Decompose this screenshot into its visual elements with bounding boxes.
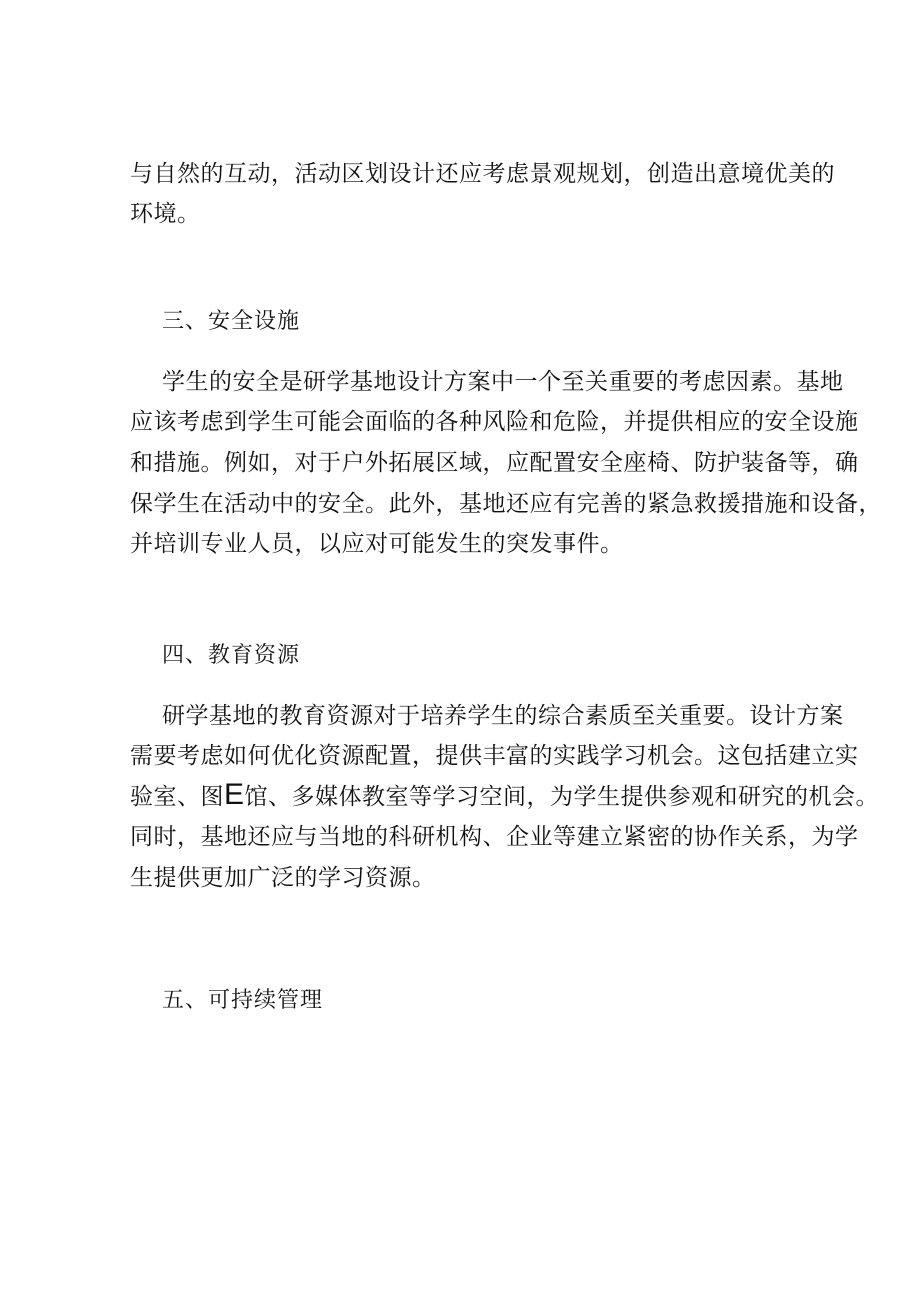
paragraph-line: 应该考虑到学生可能会面临的各种风险和危险，并提供相应的安全设施 [130, 409, 859, 435]
paragraph-line: 生提供更加广泛的学习资源。 [130, 865, 436, 891]
paragraph-line [130, 779, 879, 815]
paragraph-line: 与自然的互动，活动区划设计还应考虑景观规划，创造出意境优美的 [130, 161, 835, 187]
paragraph-line: 保学生在活动中的安全。此外，基地还应有完善的紧急救援措施和设备， [130, 491, 882, 517]
section-heading-education: 四、教育资源 [162, 643, 301, 668]
section-heading-safety: 三、安全设施 [162, 309, 301, 334]
paragraph-line: 和措施。例如，对于户外拓展区域，应配置安全座椅、防护装备等，确 [130, 450, 859, 476]
paragraph-line: 研学基地的教育资源对于培养学生的综合素质至关重要。设计方案 [162, 703, 844, 729]
line-segment: 馆、多媒体教室等学习空间，为学生提供参观和研究的机会。 [244, 784, 880, 810]
paragraph-line: 同时，基地还应与当地的科研机构、企业等建立紧密的协作关系，为学 [130, 824, 859, 850]
paragraph-line: 学生的安全是研学基地设计方案中一个至关重要的考虑因素。基地 [162, 369, 844, 395]
paragraph-line: 环境。 [130, 201, 201, 227]
glitch-character: E [224, 778, 245, 811]
section-heading-sustainability: 五、可持续管理 [162, 988, 324, 1013]
paragraph-line: 并培训专业人员，以应对可能发生的突发事件。 [130, 531, 624, 557]
line-segment: 验室、图 [130, 784, 224, 810]
paragraph-line: 需要考虑如何优化资源配置，提供丰富的实践学习机会。这包括建立实 [130, 743, 859, 769]
